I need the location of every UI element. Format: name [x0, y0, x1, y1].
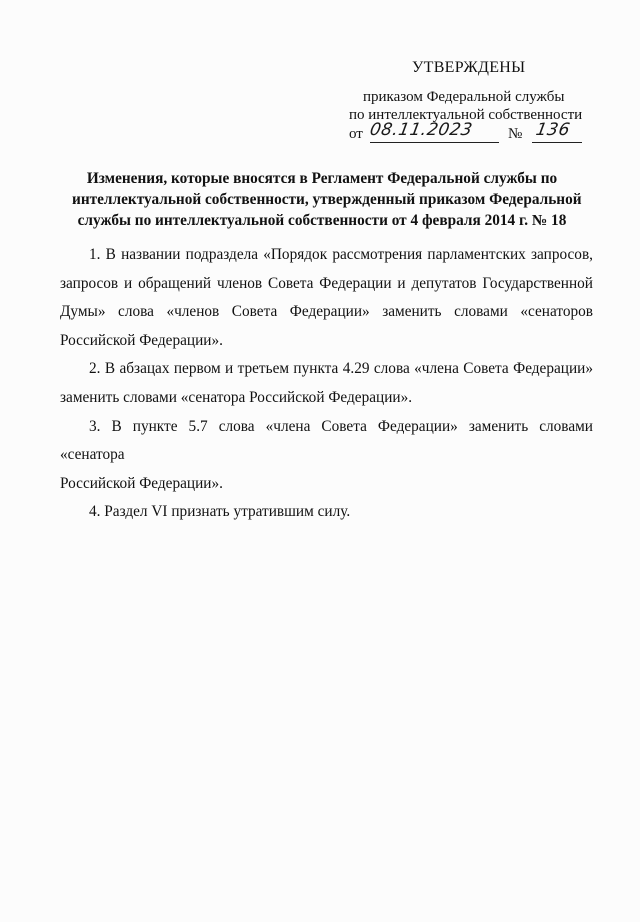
number-field	[532, 122, 582, 143]
approved-title: УТВЕРЖДЕНЫ	[412, 59, 526, 76]
paragraph-4	[60, 498, 593, 527]
paragraph-2	[60, 355, 593, 412]
heading-line-3: службы по интеллектуальной собственности от 4 февраля 2014 г. № 18	[77, 212, 567, 229]
approval-date-row	[349, 122, 589, 144]
approval-line-agency: по интеллектуальной собственности	[349, 107, 583, 123]
paragraph-4-line-1: 4. Раздел VI признать утратившим силу.	[89, 503, 351, 521]
heading-line-1: Изменения, которые вносятся в Регламент Федеральной службы по	[86, 170, 558, 187]
paragraph-3-line-1: 3. В пункте 5.7 слова «члена Совета Федерации» заменить словами «сенатора	[60, 417, 593, 464]
paragraph-1-line-3: Думы» слова «членов Совета Федерации» заменить словами «сенаторов	[60, 303, 593, 321]
approval-block	[0, 0, 640, 150]
document-heading	[72, 168, 582, 231]
paragraph-3	[60, 413, 593, 499]
handwritten-number: 136	[534, 120, 572, 140]
paragraph-1	[60, 241, 593, 355]
date-prefix: от	[349, 126, 363, 142]
heading-line-2: интеллектуальной собственности, утвержденный приказом Федеральной	[72, 191, 582, 208]
paragraph-1-line-1: 1. В названии подраздела «Порядок рассмотрения парламентских запросов,	[89, 246, 593, 263]
paragraph-2-line-2: заменить словами «сенатора Российской Федерации».	[60, 388, 413, 406]
handwritten-date: 08.11.2023	[368, 120, 475, 140]
number-prefix: №	[508, 126, 523, 142]
date-field	[370, 122, 499, 143]
paragraph-1-line-4: Российской Федерации».	[60, 331, 223, 349]
paragraph-2-line-1: 2. В абзацах первом и третьем пункта 4.29 слова «члена Совета Федерации»	[89, 360, 593, 378]
paragraph-1-line-2: запросов и обращений членов Совета Федерации и депутатов Государственной	[60, 274, 593, 292]
document-body	[60, 241, 593, 527]
paragraph-3-line-2: Российской Федерации».	[60, 474, 223, 492]
approval-line-order: приказом Федеральной службы	[363, 89, 565, 105]
